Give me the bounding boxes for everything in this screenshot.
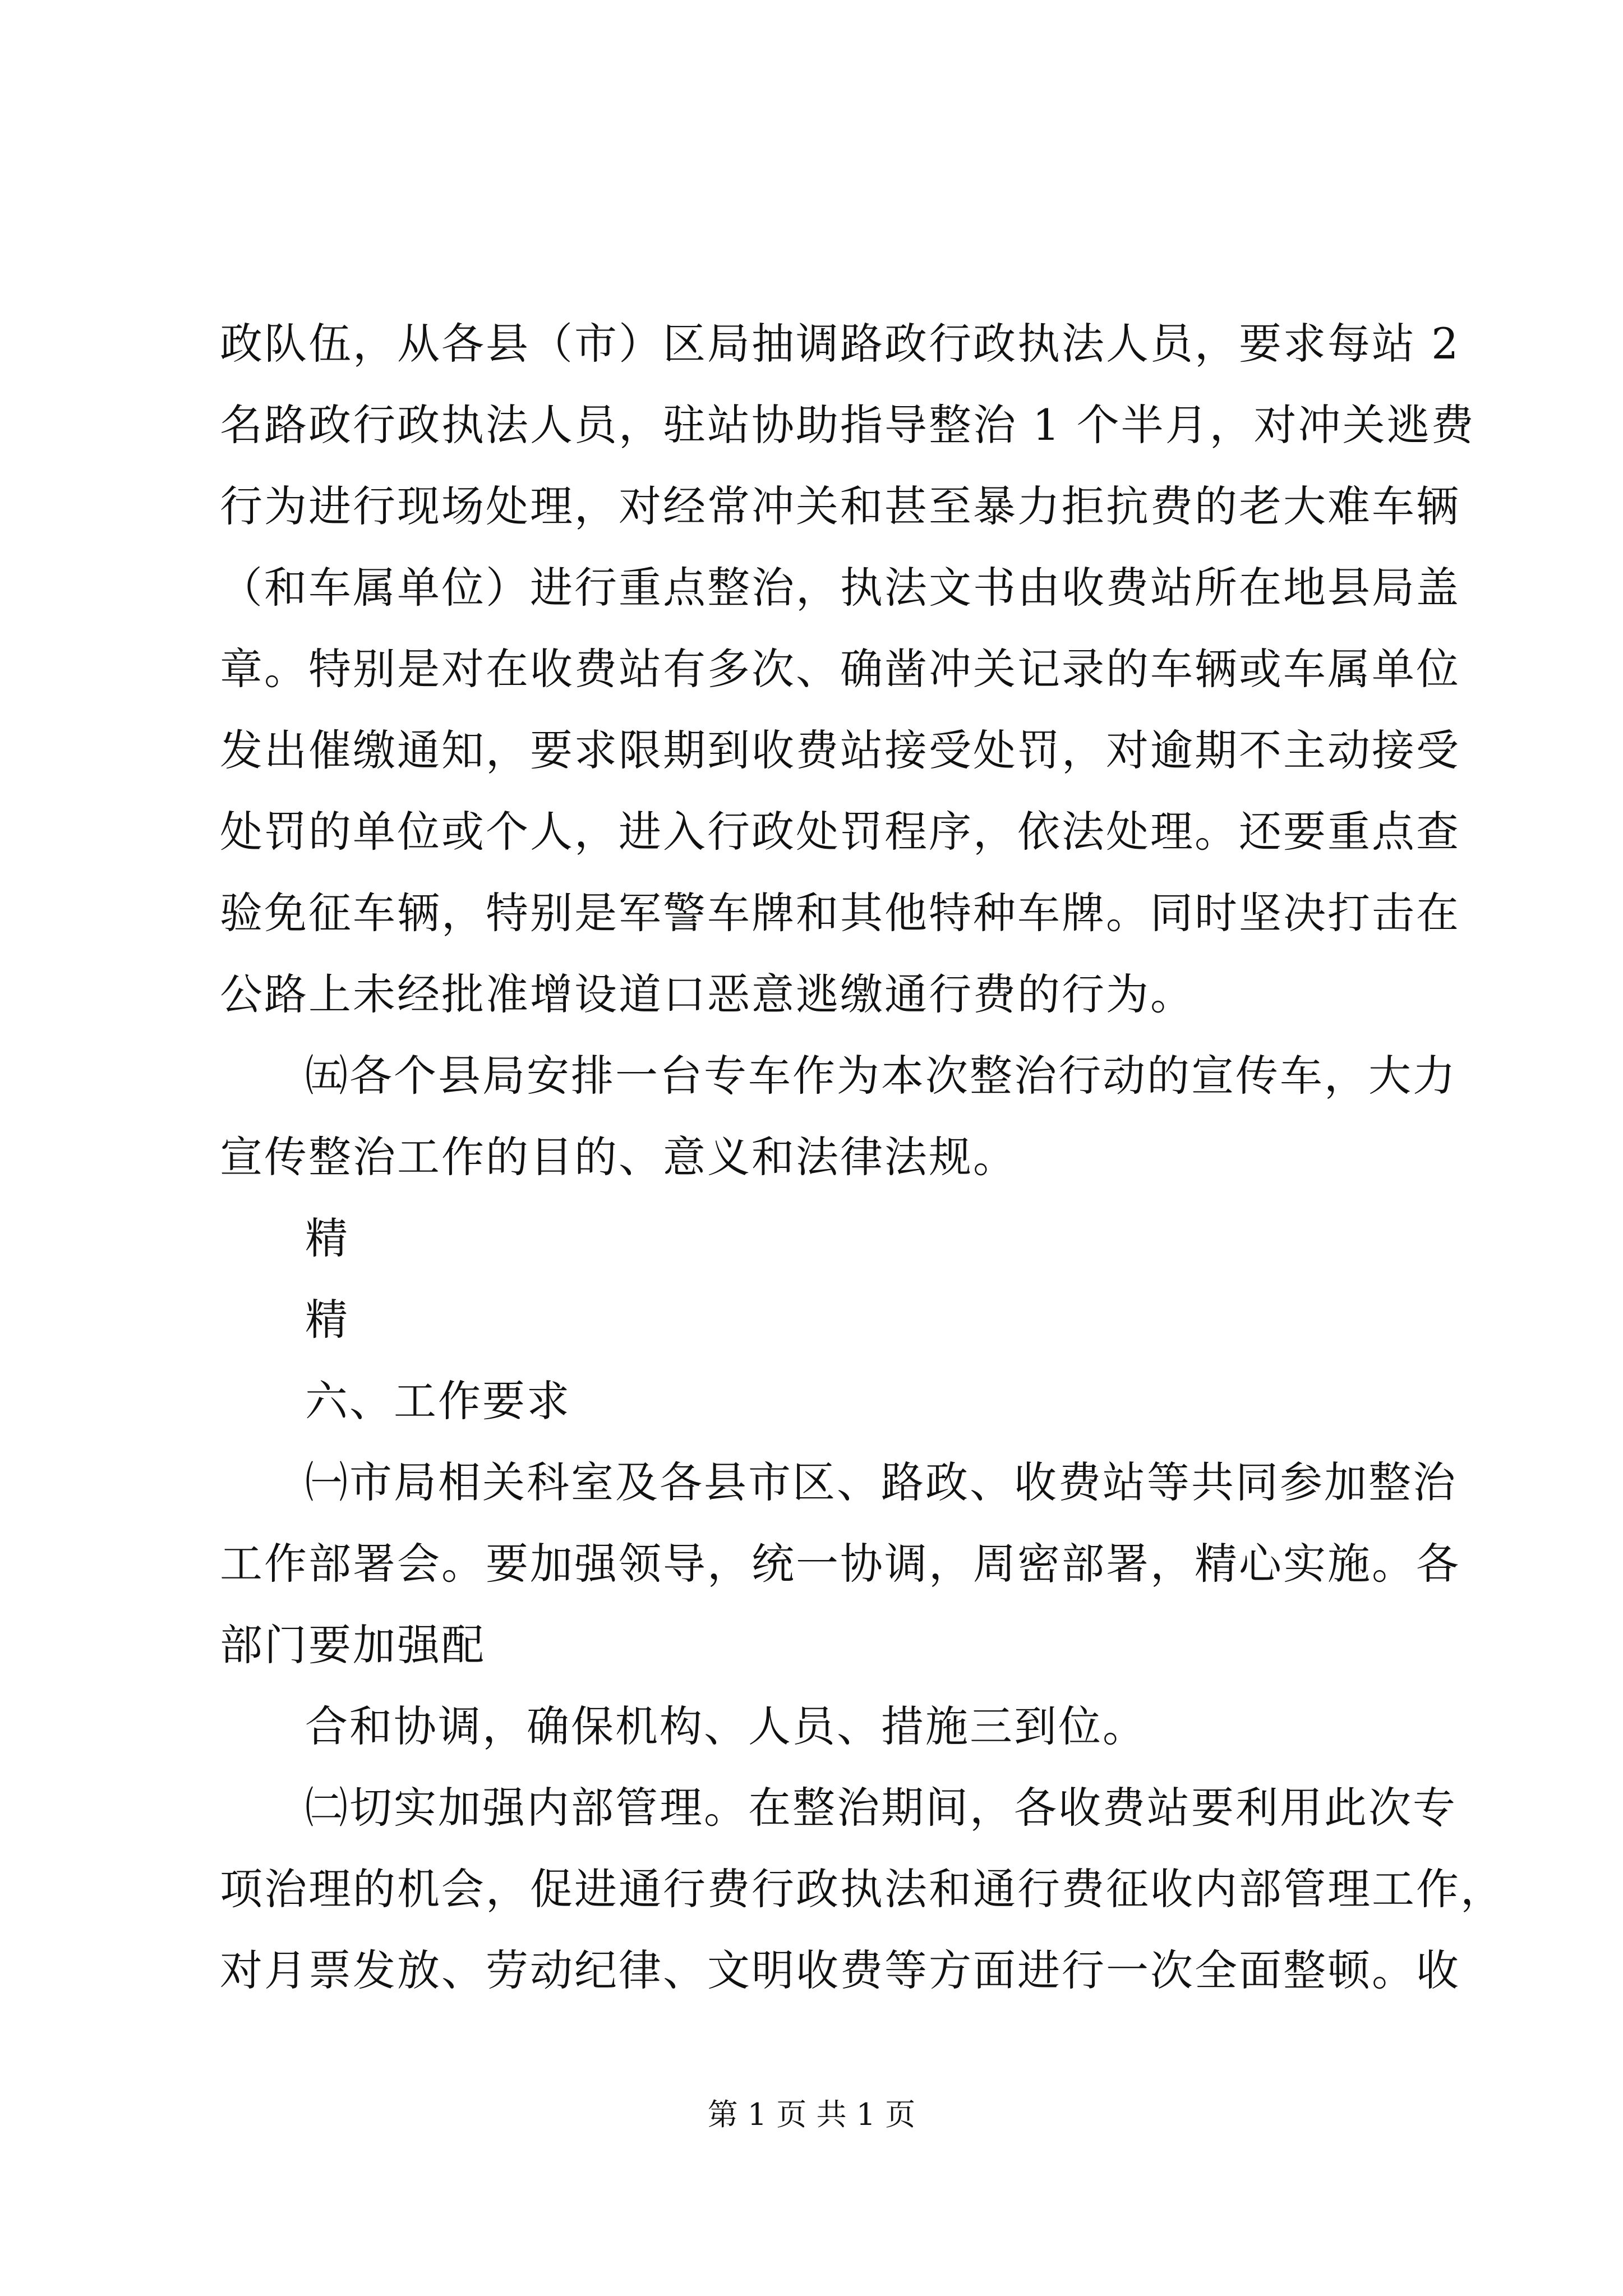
body-line: 精 <box>305 1295 349 1345</box>
body-line: 发出催缴通知，要求限期到收费站接受处罚，对逾期不主动接受 <box>220 725 1460 775</box>
paragraph-one-start: ㈠市局相关科室及各县市区、路政、收费站等共同参加整治 <box>305 1457 1457 1507</box>
section-heading: 六、工作要求 <box>305 1376 571 1426</box>
body-line: 宣传整治工作的目的、意义和法律法规。 <box>220 1132 1017 1182</box>
page-footer: 第 1 页 共 1 页 <box>707 2097 916 2132</box>
body-line: 名路政行政执法人员，驻站协助指导整治 1 个半月，对冲关逃费 <box>220 400 1476 450</box>
body-line: 项治理的机会，促进通行费行政执法和通行费征收内部管理工作， <box>220 1864 1505 1914</box>
body-line: 验免征车辆，特别是军警车牌和其他特种车牌。同时坚决打击在 <box>220 888 1460 938</box>
body-line: 对月票发放、劳动纪律、文明收费等方面进行一次全面整顿。收 <box>220 1945 1460 1995</box>
document-body <box>220 303 1505 2011</box>
body-line: 工作部署会。要加强领导，统一协调，周密部署，精心实施。各 <box>220 1539 1460 1589</box>
body-line: 政队伍，从各县（市）区局抽调路政行政执法人员，要求每站 2 <box>220 319 1460 369</box>
body-line: 精 <box>305 1213 349 1263</box>
paragraph-two-start: ㈡切实加强内部管理。在整治期间，各收费站要利用此次专 <box>305 1783 1457 1833</box>
body-line: （和车属单位）进行重点整治，执法文书由收费站所在地县局盖 <box>220 563 1460 613</box>
body-line: 行为进行现场处理，对经常冲关和甚至暴力拒抗费的老大难车辆 <box>220 481 1460 531</box>
paragraph-five-start: ㈤各个县局安排一台专车作为本次整治行动的宣传车，大力 <box>305 1051 1457 1101</box>
body-line: 部门要加强配 <box>220 1620 486 1670</box>
body-line: 章。特别是对在收费站有多次、确凿冲关记录的车辆或车属单位 <box>220 644 1460 694</box>
body-line: 合和协调，确保机构、人员、措施三到位。 <box>305 1701 1147 1751</box>
body-line: 公路上未经批准增设道口恶意逃缴通行费的行为。 <box>220 969 1195 1019</box>
body-line: 处罚的单位或个人，进入行政处罚程序，依法处理。还要重点查 <box>220 807 1460 857</box>
